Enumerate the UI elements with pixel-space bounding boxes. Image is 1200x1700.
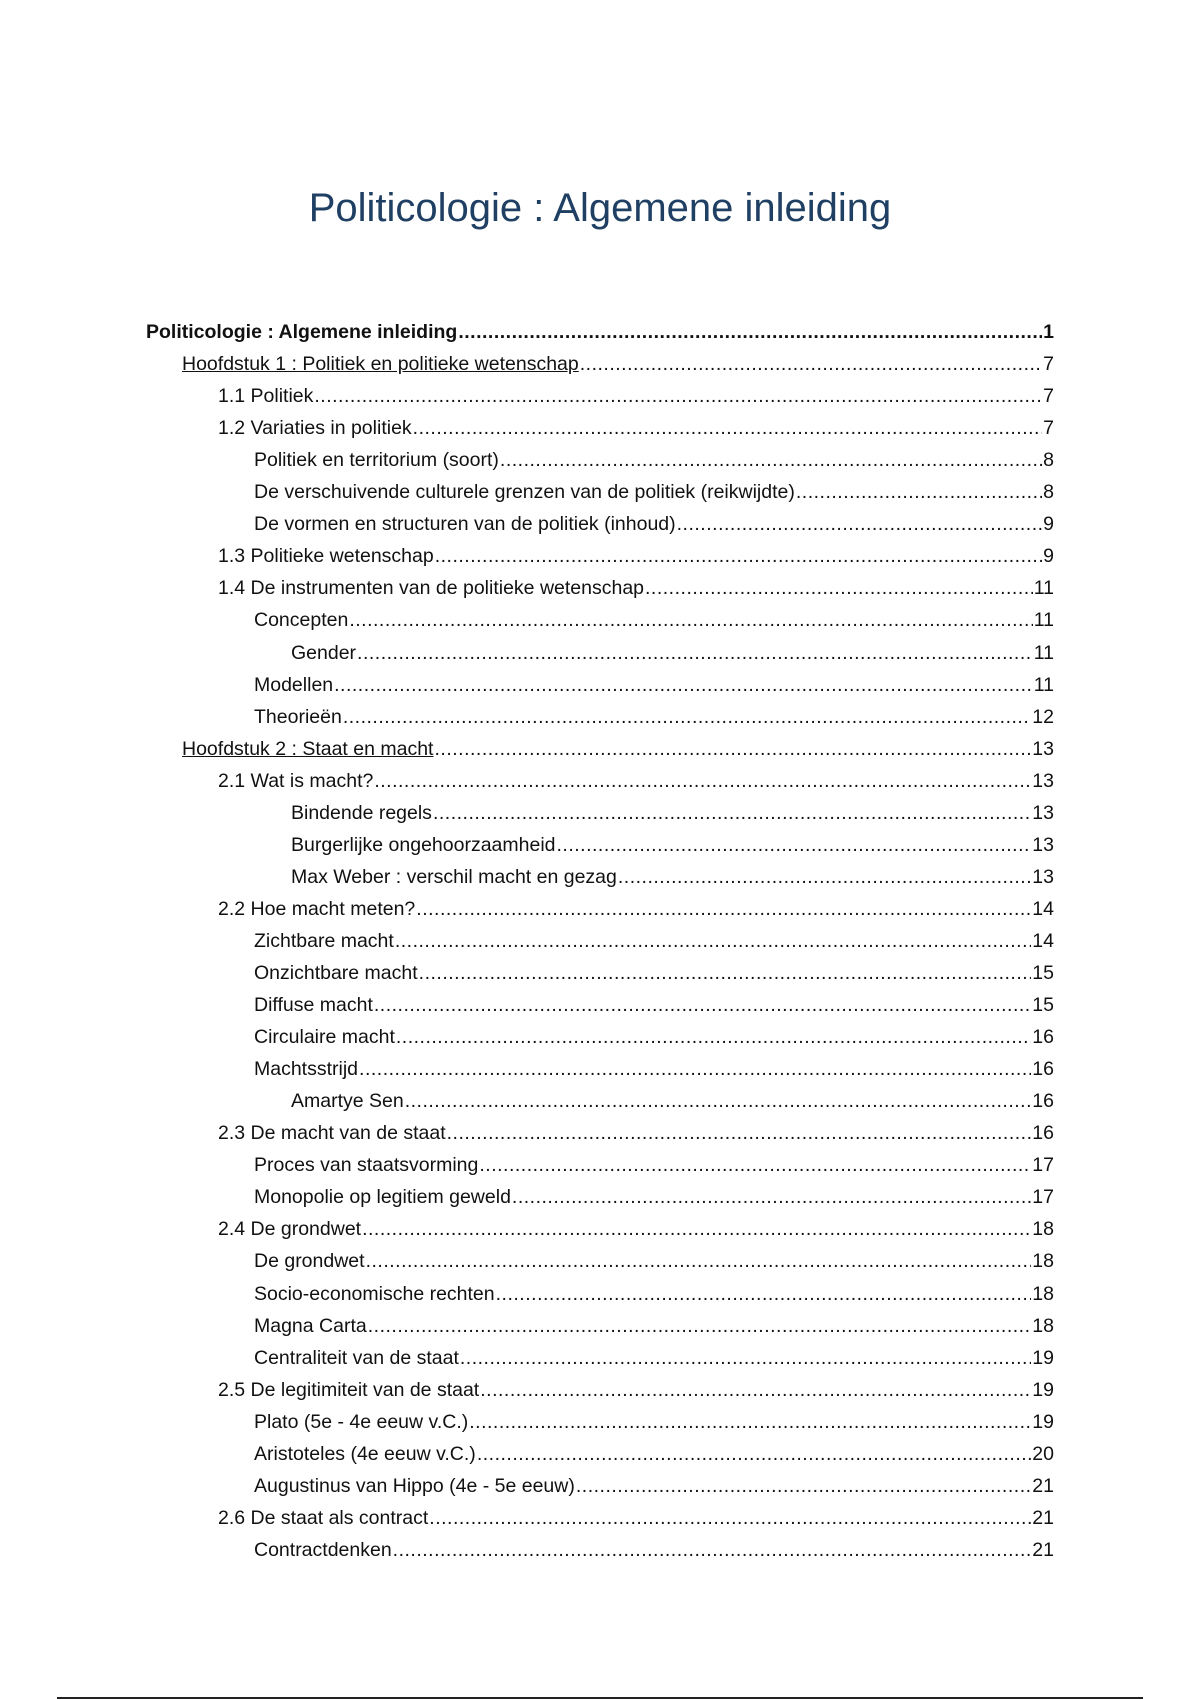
toc-entry[interactable] (0, 1338, 1200, 1370)
toc-entry-title: Politiek en territorium (soort) (254, 449, 499, 472)
toc-entry-title: Plato (5e - 4e eeuw v.C.) (254, 1410, 469, 1433)
toc-entry-title: 2.6 De staat als contract (218, 1506, 429, 1529)
dot-leader (343, 705, 1031, 729)
dot-leader (419, 961, 1032, 985)
toc-entry[interactable] (0, 857, 1200, 889)
toc-page-number: 18 (1032, 1314, 1054, 1337)
dot-leader (359, 1057, 1031, 1081)
toc-entry-title: De verschuivende culturele grenzen van de politiek (reikwijdte) (254, 481, 795, 504)
dot-leader (480, 1378, 1031, 1402)
toc-entry[interactable] (0, 408, 1200, 440)
toc-page-number: 7 (1043, 385, 1054, 408)
toc-page-number: 13 (1032, 737, 1054, 760)
dot-leader (618, 865, 1031, 889)
toc-page-number: 14 (1032, 929, 1054, 952)
dot-leader (469, 1410, 1031, 1434)
dot-leader (479, 1153, 1031, 1177)
toc-entry[interactable] (0, 312, 1200, 344)
dot-leader (429, 1506, 1031, 1530)
toc-entry-title: Max Weber : verschil macht en gezag (291, 865, 617, 888)
toc-entry-title: Circulaire macht (254, 1026, 395, 1049)
toc-entry-title: Modellen (254, 673, 334, 696)
toc-entry-title: Centraliteit van de staat (254, 1346, 459, 1369)
toc-entry-title: 2.5 De legitimiteit van de staat (218, 1378, 480, 1401)
document-title: Politicologie : Algemene inleiding (308, 186, 892, 230)
toc-entry[interactable] (0, 1466, 1200, 1498)
dot-leader (416, 897, 1031, 921)
toc-entry[interactable] (0, 1274, 1200, 1306)
dot-leader (435, 544, 1042, 568)
toc-entry-title: De vormen en structuren van de politiek (inhoud) (254, 513, 676, 536)
toc-entry[interactable] (0, 440, 1200, 472)
toc-page-number: 12 (1032, 705, 1054, 728)
toc-page-number: 9 (1043, 513, 1054, 536)
dot-leader (413, 416, 1042, 440)
toc-entry[interactable] (0, 793, 1200, 825)
toc-page-number: 11 (1033, 577, 1054, 600)
toc-page-number: 9 (1043, 545, 1054, 568)
dot-leader (334, 673, 1033, 697)
dot-leader (458, 320, 1042, 344)
toc-entry-title: Diffuse macht (254, 994, 373, 1017)
toc-entry[interactable] (0, 1370, 1200, 1402)
dot-leader (496, 1282, 1032, 1306)
toc-entry[interactable] (0, 825, 1200, 857)
dot-leader (460, 1346, 1031, 1370)
toc-entry-title: Socio-economische rechten (254, 1282, 495, 1305)
toc-entry-title: Zichtbare macht (254, 929, 394, 952)
toc-page-number: 21 (1032, 1474, 1054, 1497)
toc-entry-title: Contractdenken (254, 1538, 392, 1561)
toc-page-number: 21 (1032, 1506, 1054, 1529)
toc-entry[interactable] (0, 472, 1200, 504)
dot-leader (395, 929, 1031, 953)
toc-page-number: 8 (1043, 449, 1054, 472)
dot-leader (645, 576, 1033, 600)
toc-entry-title: Amartye Sen (291, 1090, 404, 1113)
toc-entry-title: 2.3 De macht van de staat (218, 1122, 446, 1145)
toc-entry[interactable] (0, 1306, 1200, 1338)
page-divider (57, 1697, 1143, 1699)
dot-leader (374, 993, 1031, 1017)
toc-entry-title: 2.4 De grondwet (218, 1218, 362, 1241)
toc-entry-title: Machtsstrijd (254, 1058, 359, 1081)
toc-entry-title: Theorieën (254, 705, 342, 728)
toc-page-number: 19 (1032, 1378, 1054, 1401)
dot-leader (349, 608, 1032, 632)
toc-entry-title: Bindende regels (291, 801, 432, 824)
toc-entry-title: Hoofdstuk 1 : Politiek en politieke wetenschap (182, 353, 579, 376)
toc-entry-title: Aristoteles (4e eeuw v.C.) (254, 1442, 476, 1465)
toc-entry[interactable] (0, 1081, 1200, 1113)
toc-page-number: 11 (1033, 641, 1054, 664)
toc-page-number: 11 (1033, 609, 1054, 632)
dot-leader (396, 1025, 1031, 1049)
toc-entry[interactable] (0, 729, 1200, 761)
toc-entry[interactable] (0, 633, 1200, 665)
toc-page-number: 18 (1032, 1250, 1054, 1273)
toc-page-number: 16 (1032, 1090, 1054, 1113)
dot-leader (576, 1474, 1031, 1498)
toc-page-number: 21 (1032, 1538, 1054, 1561)
toc-page-number: 16 (1032, 1122, 1054, 1145)
toc-entry-title: Hoofdstuk 2 : Staat en macht (182, 737, 434, 760)
toc-page-number: 20 (1032, 1442, 1054, 1465)
dot-leader (368, 1314, 1032, 1338)
toc-entry-title: Politicologie : Algemene inleiding (146, 321, 458, 343)
toc-entry[interactable] (0, 1530, 1200, 1562)
dot-leader (366, 1249, 1032, 1273)
toc-page-number: 15 (1032, 994, 1054, 1017)
toc-entry[interactable] (0, 600, 1200, 632)
toc-entry-title: Magna Carta (254, 1314, 367, 1337)
toc-page-number: 16 (1032, 1058, 1054, 1081)
dot-leader (405, 1089, 1032, 1113)
toc-page-number: 15 (1032, 962, 1054, 984)
toc-entry[interactable] (0, 889, 1200, 921)
toc-entry-title: 1.4 De instrumenten van de politieke wetenschap (218, 577, 645, 600)
toc-page-number: 13 (1032, 769, 1054, 792)
toc-page-number: 7 (1043, 353, 1054, 376)
toc-entry-title: Gender (291, 641, 357, 664)
toc-entry-title: Proces van staatsvorming (254, 1154, 479, 1177)
toc-entry[interactable] (0, 1145, 1200, 1177)
toc-entry[interactable] (0, 985, 1200, 1017)
toc-entry[interactable] (0, 697, 1200, 729)
toc-entry[interactable] (0, 376, 1200, 408)
toc-entry-title: 2.1 Wat is macht? (218, 769, 374, 792)
dot-leader (433, 801, 1031, 825)
toc-entry[interactable] (0, 953, 1200, 985)
toc-entry[interactable] (0, 568, 1200, 600)
toc-entry-title: Monopolie op legitiem geweld (254, 1186, 511, 1209)
toc-entry[interactable] (0, 344, 1200, 376)
toc-page-number: 13 (1032, 865, 1054, 888)
toc-entry-title: Burgerlijke ongehoorzaamheid (291, 833, 556, 856)
toc-entry[interactable] (0, 1209, 1200, 1241)
toc-entry[interactable] (0, 1113, 1200, 1145)
dot-leader (557, 833, 1032, 857)
toc-page-number: 17 (1032, 1186, 1054, 1209)
toc-entry-title: Onzichtbare macht (254, 962, 418, 984)
toc-page-number: 13 (1032, 833, 1054, 856)
toc-entry-title: Augustinus van Hippo (4e - 5e eeuw) (254, 1474, 575, 1497)
dot-leader (434, 737, 1031, 761)
dot-leader (393, 1538, 1032, 1562)
toc-entry-title: 1.1 Politiek (218, 385, 314, 408)
toc-entry-title: 1.3 Politieke wetenschap (218, 545, 434, 568)
dot-leader (500, 448, 1042, 472)
toc-entry[interactable] (0, 1241, 1200, 1273)
toc-entry-title: 1.2 Variaties in politiek (218, 417, 412, 440)
toc-page-number: 19 (1032, 1410, 1054, 1433)
toc-entry[interactable] (0, 1402, 1200, 1434)
toc-page-number: 11 (1033, 673, 1054, 696)
toc-page-number: 1 (1043, 321, 1054, 343)
dot-leader (512, 1185, 1031, 1209)
dot-leader (314, 384, 1042, 408)
dot-leader (447, 1121, 1032, 1145)
toc-entry-title: De grondwet (254, 1250, 365, 1273)
dot-leader (677, 512, 1043, 536)
dot-leader (580, 352, 1042, 376)
dot-leader (357, 641, 1033, 665)
toc-entry[interactable] (0, 504, 1200, 536)
toc-entry[interactable] (0, 1177, 1200, 1209)
toc-entry[interactable] (0, 1017, 1200, 1049)
toc-entry-title: 2.2 Hoe macht meten? (218, 897, 416, 920)
toc-entry[interactable] (0, 1434, 1200, 1466)
toc-entry-title: Concepten (254, 609, 349, 632)
toc-page-number: 19 (1032, 1346, 1054, 1369)
toc-page-number: 18 (1032, 1282, 1054, 1305)
dot-leader (477, 1442, 1031, 1466)
dot-leader (374, 769, 1031, 793)
toc-page-number: 18 (1032, 1218, 1054, 1241)
toc-page-number: 14 (1032, 897, 1054, 920)
toc-entry[interactable] (0, 921, 1200, 953)
toc-entry[interactable] (0, 665, 1200, 697)
toc-entry[interactable] (0, 1049, 1200, 1081)
dot-leader (362, 1217, 1031, 1241)
toc-entry[interactable] (0, 761, 1200, 793)
toc-page-number: 16 (1032, 1026, 1054, 1049)
dot-leader (796, 480, 1042, 504)
toc-page-number: 8 (1043, 481, 1054, 504)
toc-page-number: 13 (1032, 801, 1054, 824)
toc-page-number: 17 (1032, 1154, 1054, 1177)
toc-entry[interactable] (0, 1498, 1200, 1530)
toc-page-number: 7 (1043, 417, 1054, 440)
toc-entry[interactable] (0, 536, 1200, 568)
